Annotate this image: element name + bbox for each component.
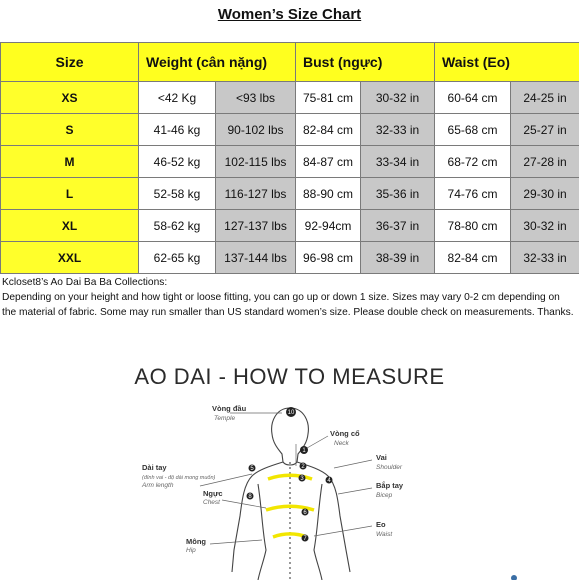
label-chest-en: Chest	[203, 499, 220, 506]
table-row	[1, 210, 579, 242]
weight-kg-cell: 52-58 kg	[139, 178, 216, 210]
label-waist-en: Waist	[376, 531, 393, 538]
table-row	[1, 114, 579, 146]
size-chart-table	[0, 42, 579, 274]
bust-in-cell: 35-36 in	[361, 178, 435, 210]
waist-in-cell: 30-32 in	[511, 210, 579, 242]
weight-kg-cell: 46-52 kg	[139, 146, 216, 178]
table-row	[1, 178, 579, 210]
size-notes	[2, 275, 578, 320]
label-chest-vn: Ngực	[203, 489, 223, 498]
bust-in-cell: 32-33 in	[361, 114, 435, 146]
weight-lbs-cell: 90-102 lbs	[216, 114, 296, 146]
label-neck-en: Neck	[334, 440, 349, 447]
label-bicep-vn: Bắp tay	[376, 481, 404, 490]
marker-9	[511, 575, 517, 580]
marker-10-number: 10	[287, 410, 295, 416]
bust-cm-cell: 82-84 cm	[296, 114, 361, 146]
marker-4-number: 4	[327, 478, 331, 484]
label-shoulder-vn: Vai	[376, 453, 387, 462]
size-cell: L	[1, 178, 139, 210]
weight-kg-cell: 41-46 kg	[139, 114, 216, 146]
label-sleeve-en: Arm length	[142, 482, 174, 489]
label-hip-vn: Mông	[186, 537, 206, 546]
weight-kg-cell: <42 Kg	[139, 82, 216, 114]
table-row	[1, 146, 579, 178]
waist-in-cell: 27-28 in	[511, 146, 579, 178]
notes-collection-line: Kcloset8’s Ao Dai Ba Ba Collections:	[2, 277, 168, 288]
table-row	[1, 82, 579, 114]
size-cell: M	[1, 146, 139, 178]
weight-lbs-cell: 137-144 lbs	[216, 242, 296, 274]
bust-in-cell: 30-32 in	[361, 82, 435, 114]
label-waist-vn: Eo	[376, 520, 386, 529]
marker-7-number: 7	[303, 536, 307, 542]
label-temple-en: Temple	[214, 415, 236, 422]
notes-fit-line: Depending on your height and how tight or loose fitting, you can go up or down 1 size. Sizes may vary 0-2 cm depending on	[2, 292, 560, 303]
waist-in-cell: 32-33 in	[511, 242, 579, 274]
header-weight: Weight (cân nặng)	[139, 43, 296, 82]
label-hip-en: Hip	[186, 547, 196, 554]
bust-in-cell: 36-37 in	[361, 210, 435, 242]
table-row	[1, 242, 579, 274]
page-title: Women’s Size Chart	[217, 6, 362, 23]
label-bicep-en: Bicep	[376, 492, 393, 499]
bust-cm-cell: 96-98 cm	[296, 242, 361, 274]
waist-cm-cell: 82-84 cm	[435, 242, 511, 274]
waist-cm-cell: 68-72 cm	[435, 146, 511, 178]
waist-cm-cell: 74-76 cm	[435, 178, 511, 210]
bust-cm-cell: 84-87 cm	[296, 146, 361, 178]
measurement-figure	[0, 400, 579, 580]
bust-in-cell: 33-34 in	[361, 146, 435, 178]
bust-cm-cell: 88-90 cm	[296, 178, 361, 210]
waist-in-cell: 24-25 in	[511, 82, 579, 114]
label-neck-vn: Vòng cổ	[330, 429, 360, 438]
marker-6-number: 6	[303, 510, 307, 516]
size-cell: S	[1, 114, 139, 146]
label-temple-vn: Vòng đầu	[212, 404, 247, 413]
size-cell: XS	[1, 82, 139, 114]
marker-8-number: 8	[248, 494, 252, 500]
waist-in-cell: 29-30 in	[511, 178, 579, 210]
marker-3-number: 3	[300, 476, 304, 482]
bust-cm-cell: 92-94cm	[296, 210, 361, 242]
header-waist: Waist (Eo)	[435, 43, 579, 82]
label-sleeve-vn: Dài tay	[142, 463, 167, 472]
weight-lbs-cell: 127-137 lbs	[216, 210, 296, 242]
header-size: Size	[1, 43, 139, 82]
measure-diagram-title: AO DAI - HOW TO MEASURE	[134, 364, 445, 389]
waist-cm-cell: 65-68 cm	[435, 114, 511, 146]
weight-lbs-cell: <93 lbs	[216, 82, 296, 114]
table-header-row	[1, 43, 579, 82]
marker-5-number: 5	[250, 466, 254, 472]
marker-2-number: 2	[301, 464, 305, 470]
size-cell: XXL	[1, 242, 139, 274]
weight-lbs-cell: 102-115 lbs	[216, 146, 296, 178]
weight-kg-cell: 58-62 kg	[139, 210, 216, 242]
header-bust: Bust (ngực)	[296, 43, 435, 82]
marker-1-number: 1	[302, 448, 306, 454]
waist-in-cell: 25-27 in	[511, 114, 579, 146]
notes-fabric-line: the material of fabric. Some may run smaller than US standard women’s size. Please double check on measurements. Thanks.	[2, 307, 574, 318]
waist-cm-cell: 60-64 cm	[435, 82, 511, 114]
label-sleeve-note: (đính vai - độ dài mong muốn)	[142, 475, 216, 481]
label-shoulder-en: Shoulder	[376, 464, 403, 471]
waist-cm-cell: 78-80 cm	[435, 210, 511, 242]
weight-lbs-cell: 116-127 lbs	[216, 178, 296, 210]
size-cell: XL	[1, 210, 139, 242]
bust-in-cell: 38-39 in	[361, 242, 435, 274]
bust-cm-cell: 75-81 cm	[296, 82, 361, 114]
weight-kg-cell: 62-65 kg	[139, 242, 216, 274]
